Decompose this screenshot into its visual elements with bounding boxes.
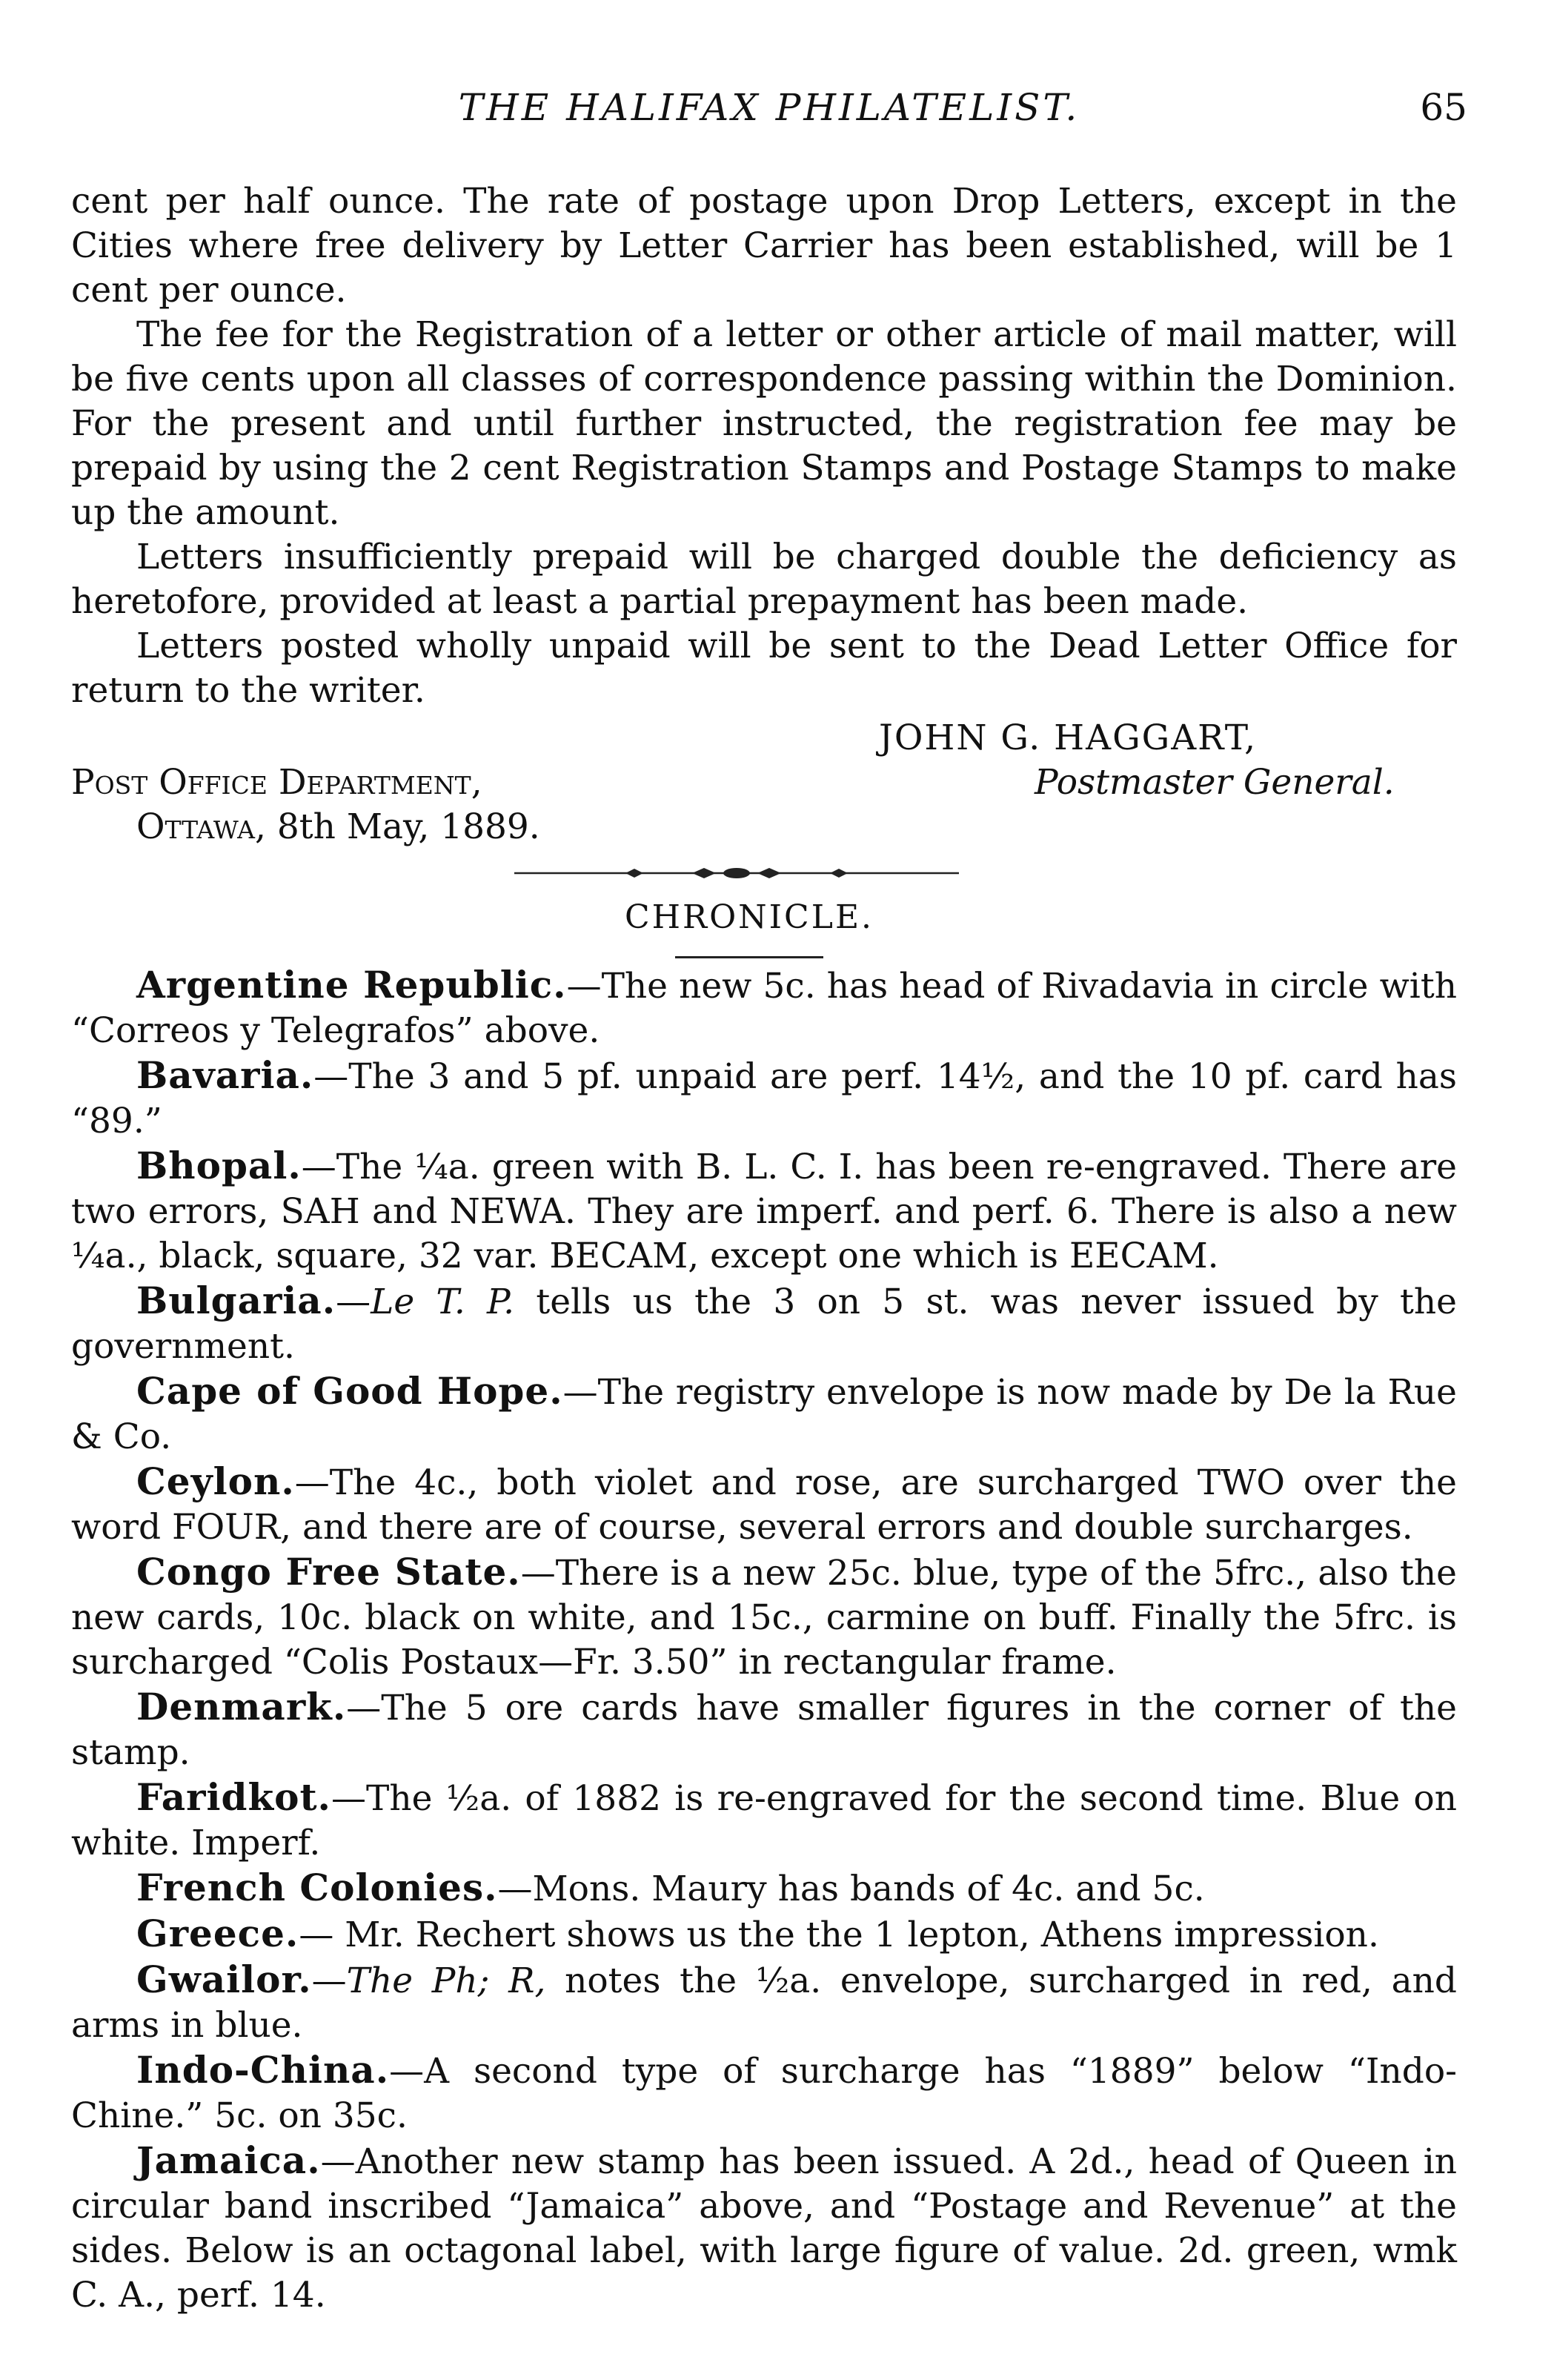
entry-text: —Another new stamp has been issued. A 2d., head of Queen in circular band inscribed “Jamaica” above, and “Postage and Revenue” at the sides. Below is an octagonal label, with large figure of value. 2d. green, wmk C. A., perf. 14.	[71, 2141, 1457, 2316]
entry-source: Le T. P.	[371, 1282, 515, 1322]
entry-text: —The new 5c. has head of Rivadavia in circle with “Correos y Telegrafos” above.	[71, 966, 1457, 1051]
entry-text: —The ¼a. green with B. L. C. I. has been re-engraved. There are two errors, SAH and NEWA. They are imperf. and perf. 6. There is also a new ¼a., black, square, 32 var. BECAM, except one which is EECAM.	[71, 1147, 1457, 1276]
page-number: 65	[1420, 86, 1467, 129]
entry-text: —The registry envelope is now made by De la Rue & Co.	[71, 1372, 1457, 1457]
chronicle-entry	[71, 1053, 1457, 1144]
chronicle-entries	[71, 963, 1457, 2318]
notice-date: 8th May, 1889.	[276, 806, 540, 847]
entry-text: —The 3 and 5 pf. unpaid are perf. 14½, and the 10 pf. card has “89.”	[71, 1056, 1457, 1141]
chronicle-entry	[71, 1775, 1457, 1866]
entry-text: —A second type of surcharge has “1889” below “Indo-Chine.” 5c. on 35c.	[71, 2051, 1457, 2136]
entry-text: —The 5 ore cards have smaller figures in the corner of the stamp.	[71, 1688, 1457, 1773]
ornamental-divider	[71, 858, 1457, 892]
country-name: Jamaica.	[136, 2138, 321, 2182]
chronicle-entry	[71, 1685, 1457, 1775]
notice-paragraph: Letters posted wholly unpaid will be sent to the Dead Letter Office for return to the writer.	[71, 626, 1457, 711]
chronicle-entry	[71, 1912, 1457, 1958]
department-name: Post Office Department,	[71, 762, 482, 803]
running-title: THE HALIFAX PHILATELIST.	[458, 86, 1080, 129]
entry-text: —The ½a. of 1882 is re-engraved for the second time. Blue on white. Imperf.	[71, 1778, 1457, 1863]
country-name: Congo Free State.	[136, 1550, 521, 1594]
signoff-block	[71, 760, 1457, 849]
country-name: Denmark.	[136, 1685, 347, 1728]
country-name: Faridkot.	[136, 1775, 331, 1819]
country-name: Bavaria.	[136, 1053, 314, 1097]
country-name: Greece.	[136, 1912, 299, 1955]
article-body	[71, 179, 1457, 2318]
entry-text: — Mr. Rechert shows us the the 1 lepton, Athens impression.	[299, 1915, 1379, 1955]
country-name: French Colonies.	[136, 1866, 498, 1909]
city-name: Ottawa,	[136, 806, 266, 847]
entry-source: The Ph; R,	[346, 1960, 546, 2001]
entry-dash: —	[336, 1282, 371, 1322]
entry-text: notes the ½a. envelope, surcharged in red, and arms in blue.	[71, 1960, 1457, 2046]
chronicle-entry	[71, 1958, 1457, 2048]
chronicle-entry	[71, 1550, 1457, 1685]
chronicle-entry	[71, 2138, 1457, 2318]
page-header	[71, 86, 1467, 138]
title-rule	[675, 956, 823, 958]
country-name: Bulgaria.	[136, 1279, 336, 1322]
country-name: Argentine Republic.	[136, 963, 567, 1007]
chronicle-entry	[71, 1459, 1457, 1550]
chronicle-entry	[71, 1369, 1457, 1459]
entry-text: —Mons. Maury has bands of 4c. and 5c.	[497, 1869, 1205, 1909]
country-name: Ceylon.	[136, 1459, 295, 1503]
entry-dash: —	[311, 1960, 347, 2001]
notice-paragraph: cent per half ounce. The rate of postage upon Drop Letters, except in the Cities where free delivery by Letter Carrier has been established, will be 1 cent per ounce.	[71, 181, 1457, 311]
chronicle-entry	[71, 1279, 1457, 1369]
country-name: Cape of Good Hope.	[136, 1369, 563, 1413]
chronicle-entry	[71, 2048, 1457, 2138]
chronicle-entry	[71, 963, 1457, 1053]
notice-paragraph: Letters insufficiently prepaid will be charged double the deficiency as heretofore, provided at least a partial prepayment has been made.	[71, 537, 1457, 622]
entry-text: —There is a new 25c. blue, type of the 5frc., also the new cards, 10c. black on white, and 15c., carmine on buff. Finally the 5frc. is surcharged “Colis Postaux—Fr. 3.50” in rectangular frame.	[71, 1553, 1458, 1683]
signature-line	[71, 716, 1457, 760]
signer-name: JOHN G. HAGGART,	[879, 717, 1258, 758]
country-name: Bhopal.	[136, 1144, 302, 1187]
notice-paragraph: The fee for the Registration of a letter or other article of mail matter, will be five cents upon all classes of correspondence passing within the Dominion. For the present and until further instructed, the registration fee may be prepaid by using the 2 cent Registration Stamps and Postage Stamps to make up the amount.	[71, 314, 1457, 533]
department-location	[136, 805, 540, 849]
section-title: CHRONICLE.	[624, 898, 874, 936]
signer-title: Postmaster General.	[1035, 762, 1395, 803]
country-name: Gwailor.	[136, 1958, 312, 2001]
ornament-rule-icon	[514, 864, 959, 882]
chronicle-entry	[71, 1144, 1457, 1279]
chronicle-entry	[71, 1866, 1457, 1912]
entry-text: tells us the 3 on 5 st. was never issued by the government.	[71, 1282, 1457, 1367]
country-name: Indo-China.	[136, 2048, 390, 2092]
entry-text: —The 4c., both violet and rose, are surcharged TWO over the word FOUR, and there are of course, several errors and double surcharges.	[71, 1462, 1457, 1548]
